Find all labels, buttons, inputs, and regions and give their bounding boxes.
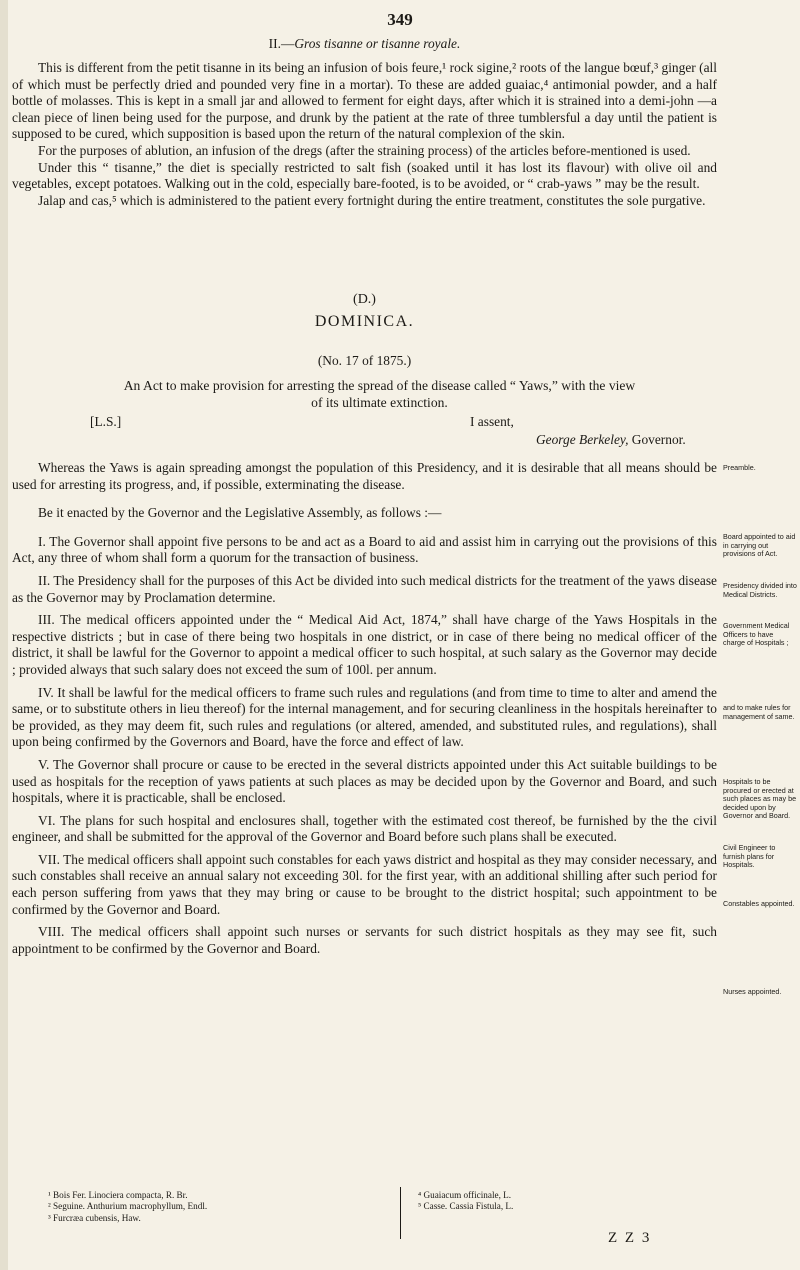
section-body [12,60,717,209]
act-section-ii: II. The Presidency shall for the purposes of this Act be divided into such medical districts for the treatment of the yaws disease as the Governor may by Proclamation determine. [12,572,717,605]
margin-note-board: Board appointed to aid in carrying out provisions of Act. [723,532,796,559]
paragraph-ablution: For the purposes of ablution, an infusion of the dregs (after the straining process) of the articles before-mentioned is used. [38,142,691,158]
page-spine-edge [0,0,8,1270]
footnotes-left [48,1190,388,1224]
margin-note-medical-officers: Government Medical Officers to have charge of Hospitals ; [723,621,790,648]
footnote-3: ³ Furcræa cubensis, Haw. [48,1212,141,1223]
act-section-v: V. The Governor shall procure or cause to be erected in the several districts appointed under this Act suitable buildings to be used as hospitals for the reception of yaws patients at such places as may be decided upon by the Governor and Board, and such hospitals, where it is practicable, shall be enclosed. [12,756,717,806]
footnote-2: ² Seguine. Anthurium macrophyllum, Endl. [48,1201,208,1212]
act-title [12,378,747,411]
footnote-1: ¹ Bois Fer. Linociera compacta, R. Br. [48,1190,188,1200]
act-section-iv: IV. It shall be lawful for the medical officers to frame such rules and regulations (and from time to time to alter and amend the same, or to substitute others in lieu thereof) for the internal management, and for securing cleanliness in the hospitals hereinafter to be provided, as they may deem fit, such rules and regulations (or altered, amended, and substituted rules, and regulations), shall upon being confirmed by the Governors and Board, have the force and effect of law. [12,684,717,750]
section-number: II. [268,36,281,51]
enacting-clause: Be it enacted by the Governor and the Legislative Assembly, as follows :— [38,505,442,521]
margin-note-nurses: Nurses appointed. [723,987,782,996]
margin-note-hospitals: Hospitals to be procured or erected at such places as may be decided upon by Governor and Board. [723,777,797,821]
section-title: Gros tisanne or tisanne royale. [294,36,461,51]
margin-note-preamble: Preamble. [723,463,756,472]
section-heading [12,36,717,53]
act-label: (D.) [353,292,376,307]
footnote-divider [400,1187,401,1239]
margin-note-rules: and to make rules for management of same. [723,703,795,721]
paragraph-diet: Under this “ tisanne,” the diet is specially restricted to salt fish (soaked until it has lost its flavour) with olive oil and vegetables, except potatoes. Walking out in the cold, especially bare-footed, is to be avoided, or “ crab-yaws ” may be the result. [12,159,717,192]
governor-name: George Berkeley, [536,432,629,447]
seal-mark: [L.S.] [90,414,122,429]
margin-note-civil-engineer: Civil Engineer to furnish plans for Hospitals. [723,843,776,870]
act-section-viii: VIII. The medical officers shall appoint such nurses or servants for such district hospitals as they may see fit, such appointment to be confirmed by the Governor and Board. [12,924,717,956]
footnote-4: ⁴ Guaiacum officinale, L. [418,1190,512,1200]
act-section-vii: VII. The medical officers shall appoint such constables for each yaws district and hospital as they may consider necessary, and such constables shall receive an annual salary not exceeding 30l. for the first year, with an additional shilling after such period for each person suffering from yaws that they may bring or cause to be brought to the district hospital; such appointment to be confirmed by the Governor and Board. [12,851,717,917]
act-title-line-2: of its ultimate extinction. [311,394,448,410]
act-title-line-1: An Act to make provision for arresting the spread of the disease called “ Yaws,” with the view [123,378,636,393]
footnote-5: ⁵ Casse. Cassia Fistula, L. [418,1201,514,1212]
governor-signature [536,432,726,449]
signature-mark: Z Z 3 [608,1230,652,1246]
paragraph-purgative: Jalap and cas,⁵ which is administered to the patient every fortnight during the entire treatment, constitutes the sole purgative. [38,192,706,208]
act-body [12,460,717,957]
act-colony: DOMINICA. [314,313,415,330]
assent-text: I assent, [470,414,514,429]
page-number: 349 [387,10,413,29]
footnotes-right [418,1190,708,1213]
paragraph-infusion: This is different from the petit tisanne in its being an infusion of bois feure,¹ rock sigine,² roots of the langue bœuf,³ ginger (all of which must be perfectly dried and pounded very fine in a mortar). To these are added guaiac,⁴ antimonial powder, and a half bottle of molasses. This is kept in a small jar and allowed to ferment for eight days, after which it is strained into a demi-john —a clean piece of linen being used for the purpose, and drunk by the patient at the rate of three tumblersful a day until the patient is supposed to be cured, which supposition is based upon the return of the natural complexion of the skin. [12,60,717,142]
act-section-iii: III. The medical officers appointed under the “ Medical Aid Act, 1874,” shall have charge of the Yaws Hospitals in the respective districts ; but in case of there being two hospitals in one district, or in case of there being no medical officer of the district, it shall be lawful for the Governor to appoint a medical officer to such hospital, at such salary as the Governor may decide ; provided always that such salary does not exceed the sum of 100l. per annum. [12,612,717,677]
governor-title: Governor. [628,432,686,447]
act-section-i: I. The Governor shall appoint five persons to be and act as a Board to aid and assist him in carrying out the provisions of this Act, any three of whom shall form a quorum for the transaction of business. [12,533,717,566]
section-dash: — [280,36,295,51]
act-number: (No. 17 of 1875.) [317,353,412,368]
margin-note-constables: Constables appointed. [723,899,795,908]
margin-note-districts: Presidency divided into Medical Districts. [723,581,797,599]
act-preamble: Whereas the Yaws is again spreading amongst the population of this Presidency, and it is desirable that all means should be used for arresting its progress, and, if possible, exterminating the disease. [12,460,717,492]
act-section-vi: VI. The plans for such hospital and enclosures shall, together with the estimated cost thereof, be furnished by the the civil engineer, and shall be submitted for the approval of the Governor and Board before such plans shall be executed. [12,812,717,845]
